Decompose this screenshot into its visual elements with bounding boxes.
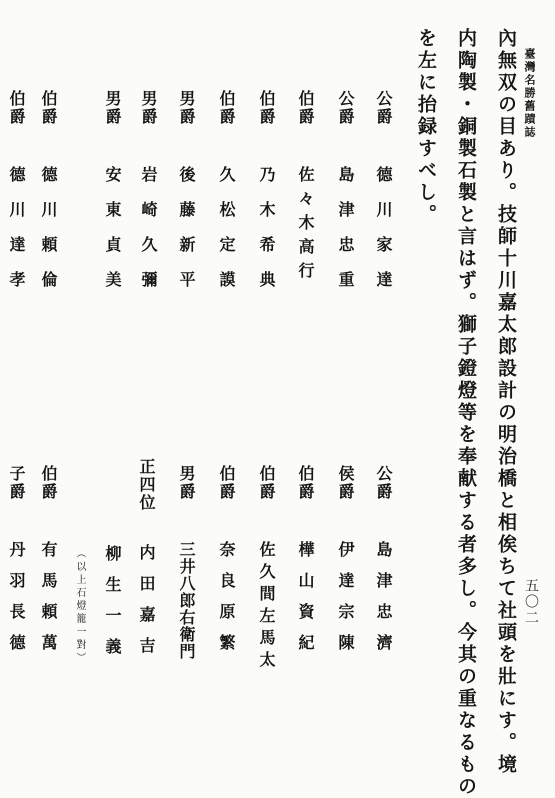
- donor-name: 島津忠濟: [374, 541, 393, 665]
- donor-name: 樺山資紀: [296, 541, 315, 665]
- donor-entry: [178, 90, 194, 306]
- donor-name: 久松定謨: [217, 166, 236, 306]
- donor-name: 三井八郎右衛門: [177, 541, 196, 660]
- donor-name: 丹羽長德: [7, 541, 26, 665]
- donor-title: 伯爵: [257, 90, 276, 126]
- donor-name: 有馬頼萬: [39, 541, 58, 665]
- donor-entry: [297, 465, 313, 665]
- donor-title: 正四位: [137, 458, 156, 512]
- donor-name: 安東貞美: [103, 166, 122, 306]
- donor-title: 伯爵: [257, 465, 276, 501]
- donor-name: 奈良原繁: [217, 541, 236, 665]
- donor-title: 伯爵: [39, 90, 58, 126]
- donor-entry: [8, 90, 24, 306]
- donor-entry: [258, 90, 274, 306]
- donor-name: 柳生一義: [103, 545, 122, 669]
- donor-name: 伊達宗陳: [336, 541, 355, 665]
- donor-name: 乃木希典: [257, 166, 276, 306]
- donor-name: 佐久間左馬太: [257, 541, 276, 673]
- donor-entry: [104, 545, 120, 669]
- donor-title: 侯爵: [336, 465, 355, 501]
- donor-name: 内田嘉吉: [137, 544, 156, 668]
- donor-title: 男爵: [103, 90, 122, 126]
- donor-title: 伯爵: [296, 465, 315, 501]
- donor-entry: [337, 465, 353, 665]
- donor-name: 島津忠重: [336, 166, 355, 306]
- body-line-2: 内陶製・銅製石製と言はず。獅子鐙燈等を奉献する者多し。今其の重なるもの: [455, 28, 477, 798]
- donor-entry: [140, 90, 156, 306]
- running-header-title: 臺灣名勝舊蹟誌: [523, 48, 536, 139]
- donor-title: 男爵: [139, 90, 158, 126]
- donor-entry: [104, 90, 120, 306]
- donor-entry: [258, 465, 274, 673]
- donor-title: 男爵: [177, 465, 196, 501]
- donor-title: 公爵: [374, 465, 393, 501]
- body-line-3: を左に抬録すべし。: [415, 28, 437, 226]
- donor-name: 德川家達: [374, 166, 393, 306]
- donor-title: 公爵: [336, 90, 355, 126]
- donor-title: 子爵: [7, 465, 26, 501]
- page-number: 五〇二: [523, 578, 539, 626]
- donor-title: 伯爵: [39, 465, 58, 501]
- donor-title: 男爵: [177, 90, 196, 126]
- donor-entry: [218, 465, 234, 665]
- donor-title: 伯爵: [217, 465, 236, 501]
- donor-note: （以上石燈籠一對）: [74, 548, 85, 665]
- donor-name: 佐々木高行: [296, 166, 315, 286]
- donor-entry: [8, 465, 24, 665]
- body-line-1: 內無双の目あり。技師十川嘉太郎設計の明治橋と相俟ちて社頭を壯にす。境: [495, 28, 517, 776]
- donor-entry: [178, 465, 194, 660]
- donor-entry: [337, 90, 353, 306]
- donor-entry: [138, 458, 154, 668]
- donor-entry: [40, 90, 56, 306]
- donor-entry: [375, 90, 391, 306]
- donor-title: 伯爵: [296, 90, 315, 126]
- donor-name: 後藤新平: [177, 166, 196, 306]
- donor-entry: [375, 465, 391, 665]
- donor-title: 公爵: [374, 90, 393, 126]
- donor-entry: [218, 90, 234, 306]
- donor-name: 岩崎久彌: [139, 166, 158, 306]
- donor-title: 伯爵: [217, 90, 236, 126]
- donor-entry: [40, 465, 56, 665]
- donor-name: 德川達孝: [7, 166, 26, 306]
- donor-title: 伯爵: [7, 90, 26, 126]
- donor-entry: [297, 90, 313, 286]
- donor-name: 德川頼倫: [39, 166, 58, 306]
